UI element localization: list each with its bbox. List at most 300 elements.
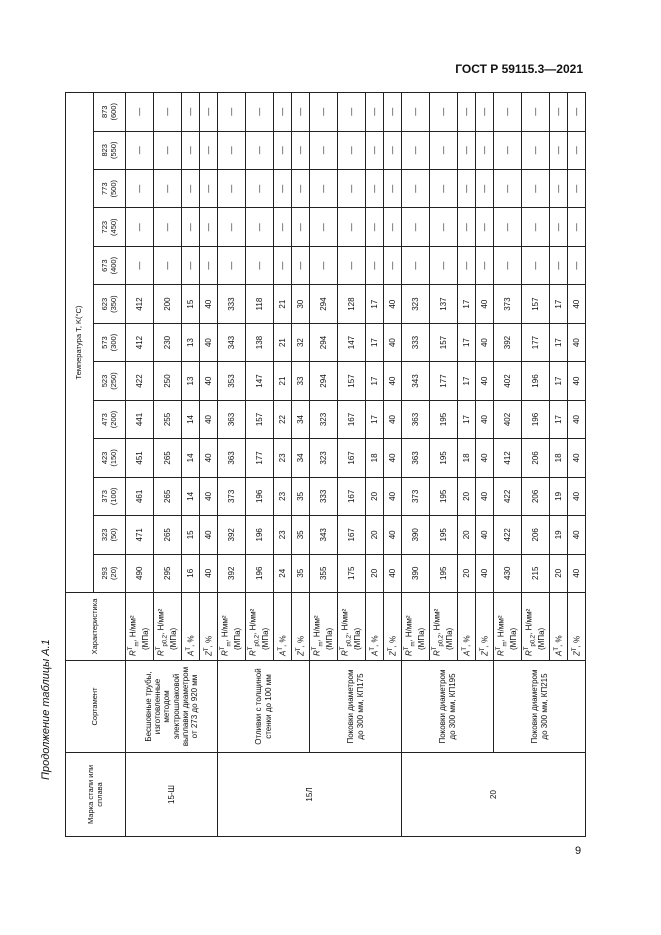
temperature-kelvin: 773: [99, 182, 109, 195]
value-cell: 147: [246, 362, 274, 400]
characteristic-cell: [430, 593, 458, 661]
characteristic-symbol: [220, 593, 233, 656]
value-cell: 177: [522, 323, 550, 361]
value-cell: —: [476, 208, 494, 246]
value-cell: 40: [200, 323, 218, 361]
temperature-column-header: [94, 131, 126, 169]
value-cell: —: [430, 93, 458, 132]
value-cell: —: [494, 246, 522, 284]
unit-alt-text: (МПа): [141, 627, 151, 650]
value-cell: —: [126, 208, 154, 246]
value-cell: 402: [494, 362, 522, 400]
value-cell: —: [338, 208, 366, 246]
value-cell: 177: [430, 362, 458, 400]
characteristic-cell: [218, 593, 246, 661]
value-cell: 451: [126, 439, 154, 477]
value-cell: 157: [430, 323, 458, 361]
value-cell: 265: [154, 477, 182, 515]
value-cell: —: [458, 246, 476, 284]
temperature-header: Температура T, K(°C): [66, 93, 94, 593]
value-cell: —: [246, 93, 274, 132]
value-cell: —: [494, 93, 522, 132]
unit-alt-text: (МПа): [417, 627, 427, 650]
value-cell: —: [338, 93, 366, 132]
value-cell: 40: [568, 400, 586, 438]
value-cell: —: [550, 246, 568, 284]
unit-alt-text: (МПа): [537, 627, 547, 650]
value-cell: 471: [126, 516, 154, 554]
value-cell: 33: [292, 362, 310, 400]
value-cell: 402: [494, 400, 522, 438]
characteristic-symbol: [204, 593, 214, 656]
value-cell: 195: [430, 554, 458, 592]
characteristic-cell: [200, 593, 218, 661]
symbol-superscript: T: [404, 646, 411, 651]
temperature-celsius: (250): [108, 372, 118, 390]
value-cell: 373: [402, 477, 430, 515]
characteristic-cell: [550, 593, 568, 661]
value-cell: 195: [430, 477, 458, 515]
value-cell: —: [366, 170, 384, 208]
unit-text: , %: [296, 635, 306, 648]
value-cell: —: [384, 131, 402, 169]
temperature-kelvin: 373: [99, 490, 109, 503]
value-cell: —: [218, 208, 246, 246]
value-cell: 17: [366, 323, 384, 361]
value-cell: 14: [182, 477, 200, 515]
value-cell: —: [522, 170, 550, 208]
value-cell: —: [550, 131, 568, 169]
symbol-letter: A: [278, 650, 288, 656]
page-number: 9: [575, 845, 582, 857]
value-cell: 21: [274, 285, 292, 323]
symbol-superscript: T: [185, 646, 192, 651]
value-cell: 343: [310, 516, 338, 554]
temperature-column-header: [94, 323, 126, 361]
temperature-kelvin: 293: [99, 567, 109, 580]
temperature-column-header: [94, 208, 126, 246]
value-cell: 13: [182, 362, 200, 400]
value-cell: 230: [154, 323, 182, 361]
characteristic-symbol: [524, 593, 537, 656]
value-cell: 20: [458, 516, 476, 554]
value-cell: 40: [476, 362, 494, 400]
value-cell: 19: [550, 477, 568, 515]
symbol-subscript: p0,2: [254, 634, 261, 647]
value-cell: —: [338, 170, 366, 208]
value-cell: —: [182, 208, 200, 246]
temperature-kelvin: 573: [99, 336, 109, 349]
symbol-superscript: T: [553, 646, 560, 651]
value-cell: —: [218, 246, 246, 284]
value-cell: 40: [568, 285, 586, 323]
value-cell: 392: [218, 516, 246, 554]
symbol-superscript: T: [496, 646, 503, 651]
temperature-celsius: (400): [108, 256, 118, 275]
characteristic-cell: [402, 593, 430, 661]
value-cell: —: [494, 131, 522, 169]
value-cell: 18: [458, 439, 476, 477]
value-cell: 14: [182, 400, 200, 438]
characteristic-cell: [522, 593, 550, 661]
unit-alt-text: (МПа): [261, 627, 271, 650]
symbol-letter: R: [128, 650, 138, 656]
value-cell: —: [246, 131, 274, 169]
product-cell: Отливки с толщиной стенки до 100 мм: [218, 661, 310, 753]
value-cell: 206: [522, 439, 550, 477]
unit-alt-text: (МПа): [353, 627, 363, 650]
value-cell: —: [522, 208, 550, 246]
value-cell: 422: [494, 516, 522, 554]
value-cell: 373: [218, 477, 246, 515]
value-cell: 138: [246, 323, 274, 361]
symbol-subscript: p0,2: [438, 634, 445, 647]
value-cell: —: [476, 131, 494, 169]
unit-text: , Н/мм²: [312, 615, 322, 642]
unit-text: , Н/мм²: [404, 615, 414, 642]
value-cell: 40: [384, 400, 402, 438]
temperature-kelvin: 723: [99, 220, 109, 234]
value-cell: 35: [292, 477, 310, 515]
value-cell: 17: [550, 323, 568, 361]
value-cell: —: [476, 93, 494, 132]
product-cell: Поковки диаметром до 300 мм, КП195: [402, 661, 494, 753]
symbol-letter: R: [248, 650, 258, 656]
temperature-column-header: [94, 170, 126, 208]
symbol-superscript: T: [295, 647, 302, 652]
value-cell: 23: [274, 439, 292, 477]
value-cell: —: [494, 208, 522, 246]
value-cell: —: [310, 208, 338, 246]
value-cell: 390: [402, 516, 430, 554]
value-cell: 40: [568, 554, 586, 592]
characteristic-cell: [494, 593, 522, 661]
value-cell: 333: [402, 323, 430, 361]
unit-text: , %: [204, 635, 214, 648]
value-cell: —: [494, 170, 522, 208]
value-cell: 40: [568, 439, 586, 477]
characteristic-symbol: [296, 593, 306, 656]
symbol-superscript: T: [571, 647, 578, 652]
value-cell: 40: [476, 554, 494, 592]
characteristic-symbol: [496, 593, 509, 656]
value-cell: 412: [126, 323, 154, 361]
temperature-column-header: [94, 477, 126, 515]
characteristic-cell: [182, 593, 200, 661]
value-cell: —: [402, 93, 430, 132]
unit-text: , %: [480, 635, 490, 648]
temperature-celsius: (50): [108, 528, 118, 542]
value-cell: 206: [522, 477, 550, 515]
temperature-kelvin: 673: [99, 259, 109, 272]
symbol-superscript: T: [128, 646, 135, 651]
value-cell: 363: [402, 400, 430, 438]
symbol-subscript: m: [502, 641, 509, 647]
temperature-kelvin: 523: [99, 374, 109, 388]
value-cell: 40: [384, 285, 402, 323]
value-cell: —: [366, 93, 384, 132]
symbol-subscript: m: [410, 641, 417, 647]
value-cell: 40: [568, 477, 586, 515]
characteristic-cell: [246, 593, 274, 661]
value-cell: 430: [494, 554, 522, 592]
value-cell: 461: [126, 477, 154, 515]
symbol-superscript: T: [369, 646, 376, 651]
unit-text: , %: [278, 635, 288, 647]
value-cell: 294: [310, 362, 338, 400]
value-cell: —: [154, 93, 182, 132]
value-cell: —: [366, 131, 384, 169]
characteristic-cell: [384, 593, 402, 661]
value-cell: 157: [246, 400, 274, 438]
value-cell: —: [522, 93, 550, 132]
value-cell: 15: [182, 285, 200, 323]
symbol-letter: Z: [296, 651, 306, 656]
symbol-subscript: p0,2: [346, 634, 353, 647]
symbol-letter: Z: [204, 651, 214, 656]
value-cell: 363: [402, 439, 430, 477]
value-cell: 215: [522, 554, 550, 592]
value-cell: —: [550, 93, 568, 132]
value-cell: —: [430, 131, 458, 169]
symbol-letter: R: [340, 650, 350, 656]
value-cell: 412: [494, 439, 522, 477]
value-cell: —: [402, 131, 430, 169]
grade-cell: 15Л: [218, 753, 402, 837]
value-cell: 196: [522, 362, 550, 400]
value-cell: 17: [458, 285, 476, 323]
value-cell: 17: [366, 285, 384, 323]
value-cell: 40: [200, 554, 218, 592]
value-cell: 196: [522, 400, 550, 438]
value-cell: 23: [274, 516, 292, 554]
symbol-letter: Z: [388, 651, 398, 656]
value-cell: —: [182, 170, 200, 208]
characteristic-cell: [476, 593, 494, 661]
temperature-celsius: (20): [108, 566, 118, 580]
value-cell: 40: [476, 477, 494, 515]
value-cell: 23: [274, 477, 292, 515]
value-cell: —: [402, 246, 430, 284]
unit-text: , Н/мм²: [496, 615, 506, 642]
value-cell: 422: [494, 477, 522, 515]
grade-cell: 20: [402, 753, 586, 837]
value-cell: —: [568, 246, 586, 284]
value-cell: —: [458, 208, 476, 246]
value-cell: 40: [200, 477, 218, 515]
value-cell: 177: [246, 439, 274, 477]
value-cell: 363: [218, 439, 246, 477]
value-cell: 157: [522, 285, 550, 323]
value-cell: —: [246, 170, 274, 208]
value-cell: —: [338, 131, 366, 169]
value-cell: —: [384, 208, 402, 246]
value-cell: 343: [218, 323, 246, 361]
value-cell: 17: [550, 362, 568, 400]
unit-alt-text: (МПа): [509, 627, 519, 650]
value-cell: —: [218, 93, 246, 132]
characteristic-symbol: [554, 593, 564, 656]
unit-alt-text: (МПа): [169, 627, 179, 650]
unit-text: , %: [388, 635, 398, 648]
symbol-superscript: T: [340, 646, 347, 651]
symbol-letter: A: [462, 650, 472, 656]
value-cell: 333: [218, 285, 246, 323]
symbol-letter: R: [220, 650, 230, 656]
value-cell: —: [338, 246, 366, 284]
temperature-column-header: [94, 554, 126, 592]
value-cell: 195: [430, 400, 458, 438]
value-cell: 250: [154, 362, 182, 400]
value-cell: —: [476, 246, 494, 284]
temperature-kelvin: 873: [99, 105, 109, 119]
value-cell: 15: [182, 516, 200, 554]
temperature-column-header: [94, 400, 126, 438]
temperature-column-header: [94, 246, 126, 284]
value-cell: —: [200, 246, 218, 284]
value-cell: 195: [430, 439, 458, 477]
symbol-superscript: T: [432, 646, 439, 651]
value-cell: 17: [550, 285, 568, 323]
unit-text: , Н/мм²: [340, 608, 350, 635]
value-cell: —: [550, 208, 568, 246]
value-cell: 323: [310, 400, 338, 438]
symbol-superscript: T: [277, 646, 284, 651]
value-cell: 35: [292, 554, 310, 592]
characteristic-symbol: [186, 593, 196, 656]
value-cell: 206: [522, 516, 550, 554]
unit-text: , %: [462, 635, 472, 647]
temperature-celsius: (500): [108, 179, 118, 198]
value-cell: —: [274, 246, 292, 284]
product-cell: Поковки диаметром до 300 мм, КП175: [310, 661, 402, 753]
temperature-column-header: [94, 516, 126, 554]
value-cell: 167: [338, 439, 366, 477]
value-cell: —: [126, 131, 154, 169]
value-cell: —: [154, 170, 182, 208]
value-cell: —: [476, 170, 494, 208]
temperature-celsius: (450): [108, 218, 118, 236]
value-cell: 167: [338, 516, 366, 554]
value-cell: —: [292, 131, 310, 169]
value-cell: —: [246, 246, 274, 284]
value-cell: 196: [246, 516, 274, 554]
value-cell: 390: [402, 554, 430, 592]
temperature-kelvin: 823: [99, 144, 109, 157]
value-cell: —: [568, 208, 586, 246]
unit-text: , Н/мм²: [156, 608, 166, 635]
characteristic-cell: [292, 593, 310, 661]
value-cell: 137: [430, 285, 458, 323]
unit-text: , Н/мм²: [248, 608, 258, 635]
value-cell: 441: [126, 400, 154, 438]
characteristic-symbol: [248, 593, 261, 656]
symbol-superscript: T: [248, 646, 255, 651]
value-cell: —: [310, 246, 338, 284]
value-cell: 200: [154, 285, 182, 323]
temperature-kelvin: 473: [99, 413, 109, 426]
value-cell: —: [182, 93, 200, 132]
temperature-kelvin: 423: [99, 451, 109, 465]
value-cell: 40: [476, 285, 494, 323]
symbol-letter: A: [186, 650, 196, 656]
value-cell: —: [126, 246, 154, 284]
value-cell: 147: [338, 323, 366, 361]
temperature-celsius: (350): [108, 295, 118, 313]
value-cell: 128: [338, 285, 366, 323]
temperature-celsius: (100): [108, 487, 118, 506]
value-cell: 422: [126, 362, 154, 400]
value-cell: 157: [338, 362, 366, 400]
characteristic-symbol: [480, 593, 490, 656]
symbol-letter: R: [432, 650, 442, 656]
value-cell: —: [292, 246, 310, 284]
value-cell: 17: [458, 323, 476, 361]
unit-text: , Н/мм²: [432, 608, 442, 635]
characteristic-symbol: [312, 593, 325, 656]
value-cell: —: [292, 170, 310, 208]
value-cell: 167: [338, 477, 366, 515]
value-cell: —: [292, 208, 310, 246]
characteristic-cell: [366, 593, 384, 661]
value-cell: —: [310, 170, 338, 208]
characteristic-symbol: [156, 593, 169, 656]
symbol-letter: A: [370, 650, 380, 656]
value-cell: —: [200, 131, 218, 169]
value-cell: —: [274, 93, 292, 132]
value-cell: 353: [218, 362, 246, 400]
symbol-letter: R: [404, 650, 414, 656]
table-row: [494, 93, 522, 837]
characteristic-cell: [154, 593, 182, 661]
value-cell: 16: [182, 554, 200, 592]
unit-text: , Н/мм²: [524, 608, 534, 635]
symbol-subscript: m: [226, 641, 233, 647]
value-cell: —: [384, 170, 402, 208]
value-cell: 323: [402, 285, 430, 323]
value-cell: 22: [274, 400, 292, 438]
characteristic-cell: [310, 593, 338, 661]
value-cell: 294: [310, 323, 338, 361]
temperature-celsius: (200): [108, 410, 118, 429]
value-cell: 34: [292, 439, 310, 477]
value-cell: —: [218, 131, 246, 169]
value-cell: 392: [218, 554, 246, 592]
value-cell: 265: [154, 439, 182, 477]
value-cell: 295: [154, 554, 182, 592]
temperature-kelvin: 323: [99, 528, 109, 542]
characteristic-symbol: [370, 593, 380, 656]
temperature-kelvin: 623: [99, 297, 109, 311]
table-row: [218, 93, 246, 837]
symbol-superscript: T: [203, 647, 210, 652]
value-cell: —: [458, 93, 476, 132]
value-cell: —: [274, 170, 292, 208]
value-cell: 17: [366, 362, 384, 400]
temperature-celsius: (600): [108, 103, 118, 121]
value-cell: —: [366, 208, 384, 246]
value-cell: 35: [292, 516, 310, 554]
value-cell: 20: [550, 554, 568, 592]
unit-text: , %: [572, 635, 582, 648]
value-cell: 21: [274, 362, 292, 400]
unit-text: , Н/мм²: [128, 615, 138, 642]
value-cell: —: [458, 170, 476, 208]
value-cell: 17: [550, 400, 568, 438]
value-cell: 343: [402, 362, 430, 400]
symbol-letter: R: [156, 650, 166, 656]
value-cell: —: [430, 246, 458, 284]
